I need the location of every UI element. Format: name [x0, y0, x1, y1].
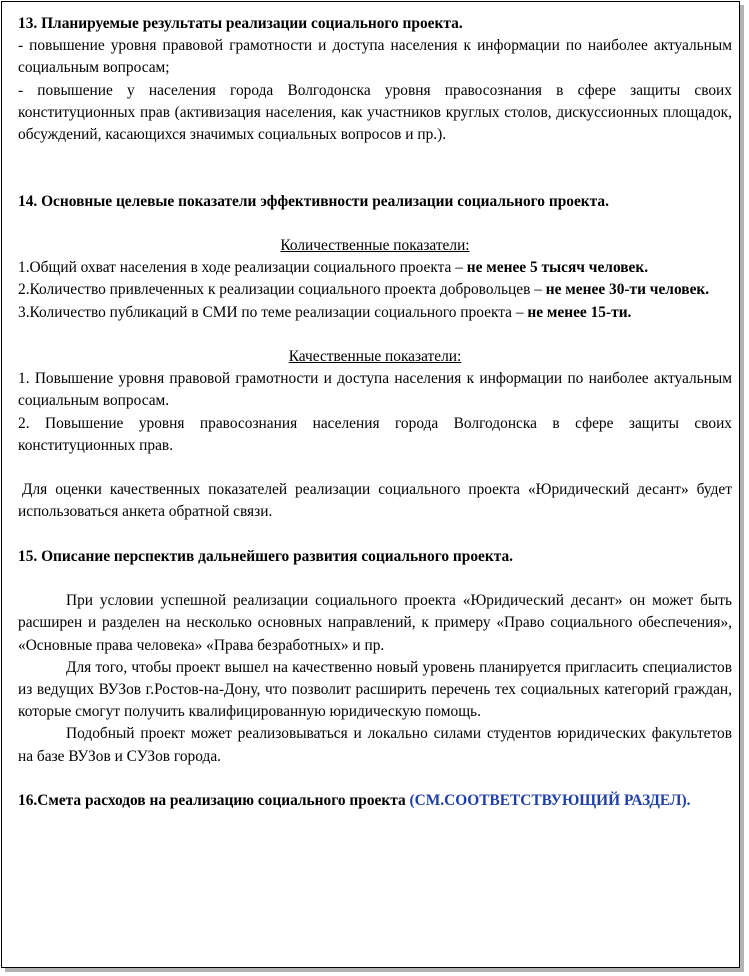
spacer — [18, 213, 732, 235]
section-15-paragraph-1: При условии успешной реализации социального проекта «Юридический десант» он может быть расширен и разделен на несколько основных направлений, к примеру «Право социального обеспечения», «Основные права человека» «Права безработных» и пр. — [18, 592, 732, 654]
qualitative-title-text: Качественные показатели: — [288, 347, 462, 365]
spacer — [18, 168, 732, 190]
quantitative-item-2-text: 2.Количество привлеченных к реализации социального проекта добровольцев – — [18, 281, 546, 299]
section-14-heading: 14. Основные целевые показатели эффективности реализации социального проекта. — [18, 192, 609, 210]
quantitative-item-3-text: 3.Количество публикаций в СМИ по теме реализации социального проекта – — [18, 303, 528, 321]
quantitative-item-1-text: 1.Общий охват населения в ходе реализации социального проекта – — [18, 259, 467, 277]
qualitative-item-1: 1. Повышение уровня правовой грамотности и доступа населения к информации по наиболее актуальным социальным вопросам. — [18, 370, 732, 410]
quantitative-item-1 — [18, 257, 732, 279]
evaluation-note: Для оценки качественных показателей реализации социального проекта «Юридический десант» будет использоваться анкета обратной связи. — [18, 481, 732, 521]
section-13-item-2: - повышение у населения города Волгодонска уровня правосознания в сфере защиты своих конституционных прав (активизация населения, как участников круглых столов, дискуссионных площадок, обсуждений, касающихся значимых социальных вопросов и пр.). — [18, 81, 732, 144]
spacer — [18, 457, 732, 479]
section-16-reference: (СМ.СООТВЕТСТВУЮЩИЙ РАЗДЕЛ). — [409, 791, 691, 809]
spacer — [18, 146, 732, 168]
section-16-heading — [18, 790, 732, 812]
section-15-heading: 15. Описание перспектив дальнейшего развития социального проекта. — [18, 547, 514, 565]
quantitative-title-text: Количественные показатели: — [280, 236, 470, 254]
quantitative-item-2-value: не менее 30-ти человек. — [545, 281, 710, 299]
section-16-heading-text: 16.Смета расходов на реализацию социального проекта — [18, 791, 406, 809]
spacer — [18, 324, 732, 346]
quantitative-item-3-value: не менее 15-ти. — [527, 303, 632, 321]
section-15-paragraph-2: Для того, чтобы проект вышел на качественно новый уровень планируется пригласить специалистов из ведущих ВУЗов г.Ростов-на-Дону, что позволит расширить перечень тех социальных категорий граждан, которые смогут получить квалифицированную юридическую помощь. — [18, 658, 732, 721]
quantitative-title — [18, 235, 732, 257]
spacer — [18, 568, 732, 590]
document-body — [18, 13, 732, 812]
quantitative-item-2 — [18, 279, 732, 301]
qualitative-title — [18, 346, 732, 368]
quantitative-item-3 — [18, 302, 732, 324]
spacer — [18, 768, 732, 790]
section-13-item-1: - повышение уровня правовой грамотности и доступа населения к информации по наиболее актуальным социальным вопросам; — [18, 37, 732, 77]
section-13-heading: 13. Планируемые результаты реализации социального проекта. — [18, 15, 463, 32]
qualitative-item-2: 2. Повышение уровня правосознания населения города Волгодонска в сфере защиты своих конституционных прав. — [18, 414, 732, 454]
quantitative-item-1-value: не менее 5 тысяч человек. — [466, 259, 649, 277]
spacer — [18, 524, 732, 546]
section-15-paragraph-3: Подобный проект может реализовываться и локально силами студентов юридических факультетов на базе ВУЗов и СУЗов города. — [18, 725, 732, 765]
